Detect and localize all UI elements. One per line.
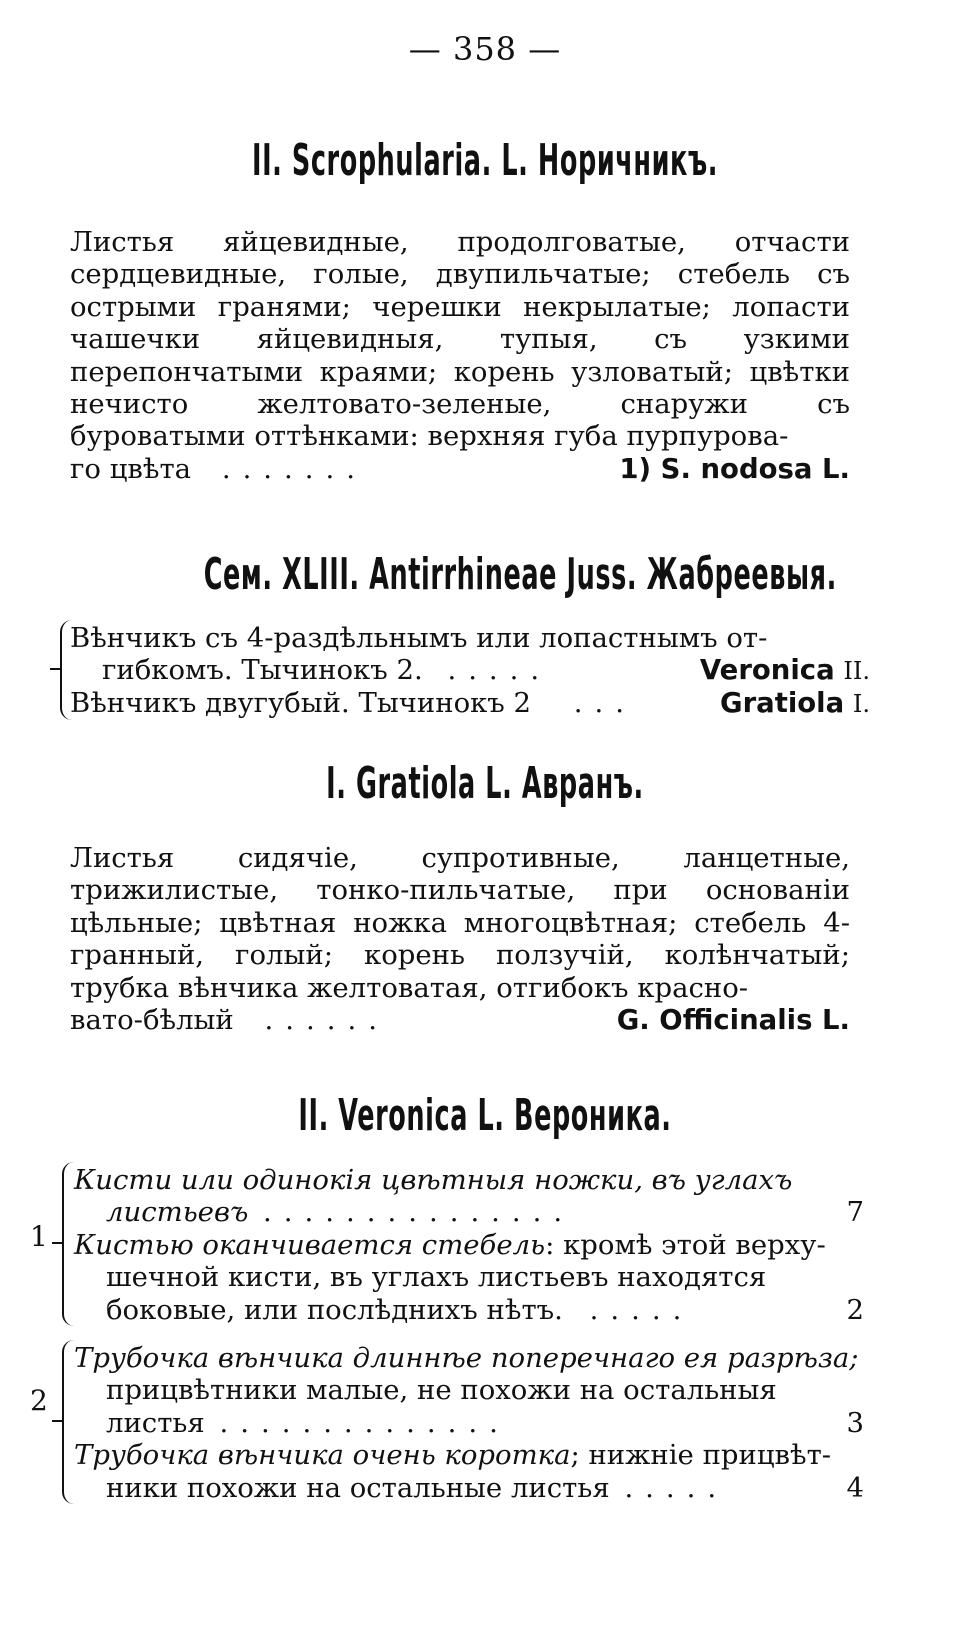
key-number: 1	[30, 1220, 48, 1253]
page-number: — 358 —	[408, 30, 562, 68]
last-line-text: го цвѣта	[70, 452, 192, 485]
key-reference: 3	[846, 1406, 864, 1439]
description-last-line: вато-бѣлый ...... G. Officinalis L.	[70, 1004, 850, 1037]
key-number: 2	[30, 1384, 48, 1417]
gratiola-description	[70, 842, 850, 1036]
description-text: Листья сидячіе, супротивные, ланцетные, трижилистые, тонко-пильчатые, при основаніи цѣльные; цвѣтная ножка многоцвѣтная; стебель 4-гранный, голый; корень ползучій, колѣнчатый; трубка вѣнчика желтоватая, отгибокъ красно-	[70, 842, 850, 1004]
scrophularia-description	[70, 226, 850, 485]
description-text: Листья яйцевидные, продолговатые, отчасти сердцевидные, голые, двупильчатые; стебель съ острыми гранями; черешки некрылатые; лопасти чашечки яйцевидныя, тупыя, съ узкими перепончатыми краями; корень узловатый; цвѣтки нечисто желтовато-зеленые, снаружи съ буроватыми оттѣнками: верхняя губа пурпурова-	[70, 226, 850, 453]
key-reference: 7	[846, 1196, 864, 1229]
genus-heading-gratiola: I. Gratiola L. Авранъ.	[326, 758, 644, 809]
genus-heading-veronica: II. Veronica L. Вероника.	[298, 1090, 672, 1141]
genus-heading-scrophularia: II. Scrophularia. L. Норичникъ.	[252, 135, 718, 186]
veronica-key-1: Кисти или одинокія цвѣтныя ножки, въ углахъ листьевъ ............... 7 Кистью оканчивается стебель: кромѣ этой верху- шечной кисти, въ углахъ листьевъ находятся боковые, или послѣднихъ нѣтъ. ..... 2	[74, 1164, 864, 1326]
description-last-line: го цвѣта ....... 1) S. nodosa L.	[70, 452, 850, 485]
key-line: Вѣнчикъ съ 4-раздѣльнымъ или лопастнымъ от-	[70, 622, 768, 654]
species-name: G. Officinalis L.	[616, 1004, 850, 1037]
genus-gratiola: Gratiola	[720, 686, 845, 719]
genus-veronica: Veronica	[699, 654, 835, 687]
veronica-key-2: Трубочка вѣнчика длиннѣе поперечнаго ея разрѣза; прицвѣтники малые, не похожи на остальныя листья .............. 3 Трубочка вѣнчика очень коротка; нижніе прицвѣт- ники похожи на остальные листья ..... 4	[74, 1342, 864, 1504]
key-line: Вѣнчикъ двугубый. Тычинокъ 2 ... Gratiola I.	[70, 686, 870, 719]
species-name: 1) S. nodosa L.	[619, 452, 850, 485]
family-key	[70, 622, 870, 719]
key-line: гибкомъ. Тычинокъ 2. ..... Veronica II.	[102, 654, 870, 687]
key-reference: 2	[846, 1293, 864, 1326]
key-reference: 4	[846, 1471, 864, 1504]
family-heading: Сем. XLIII. Antirrhineae Juss. Жабреевыя.	[203, 549, 837, 600]
